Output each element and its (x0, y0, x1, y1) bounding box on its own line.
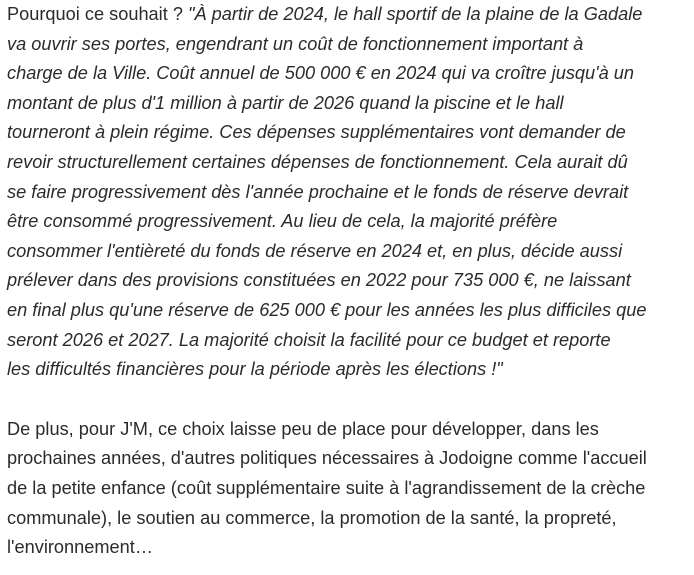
commentary-paragraph (7, 415, 691, 563)
text-line: de la petite enfance (coût supplémentaire suite à l'agrandissement de la crèche (7, 477, 646, 498)
text-line: De plus, pour J'M, ce choix laisse peu de place pour développer, dans les (7, 418, 599, 439)
article-body (7, 0, 691, 563)
quote-text: "À partir de 2024, le hall sportif de la plaine de la Gadale (188, 4, 643, 24)
text-line: prochaines années, d'autres politiques nécessaires à Jodoigne comme l'accueil (7, 448, 647, 469)
text-line: l'environnement… (7, 537, 154, 558)
quote-paragraph (7, 0, 691, 385)
text-line (7, 0, 691, 30)
lead-question: Pourquoi ce souhait ? (7, 4, 188, 24)
quote-line: consommer l'entièreté du fonds de réserve en 2024 et, en plus, décide aussi (7, 240, 623, 261)
quote-line: va ouvrir ses portes, engendrant un coût de fonctionnement important à (7, 33, 584, 54)
quote-line: prélever dans des provisions constituées en 2022 pour 735 000 €, ne laissant (7, 270, 631, 291)
quote-line: revoir structurellement certaines dépenses de fonctionnement. Cela aurait dû (7, 151, 628, 172)
quote-line: seront 2026 et 2027. La majorité choisit la facilité pour ce budget et reporte (7, 329, 611, 350)
quote-line: les difficultés financières pour la période après les élections !" (7, 359, 503, 380)
quote-line: se faire progressivement dès l'année prochaine et le fonds de réserve devrait (7, 181, 629, 202)
quote-line: en final plus qu'une réserve de 625 000 € pour les années les plus difficiles que (7, 299, 647, 320)
quote-line: charge de la Ville. Coût annuel de 500 000 € en 2024 qui va croître jusqu'à un (7, 63, 635, 84)
quote-line: montant de plus d'1 million à partir de 2026 quand la piscine et le hall (7, 92, 564, 113)
quote-line: tourneront à plein régime. Ces dépenses supplémentaires vont demander de (7, 122, 626, 143)
quote-line: être consommé progressivement. Au lieu de cela, la majorité préfère (7, 211, 558, 232)
text-line: communale), le soutien au commerce, la promotion de la santé, la propreté, (7, 507, 617, 528)
